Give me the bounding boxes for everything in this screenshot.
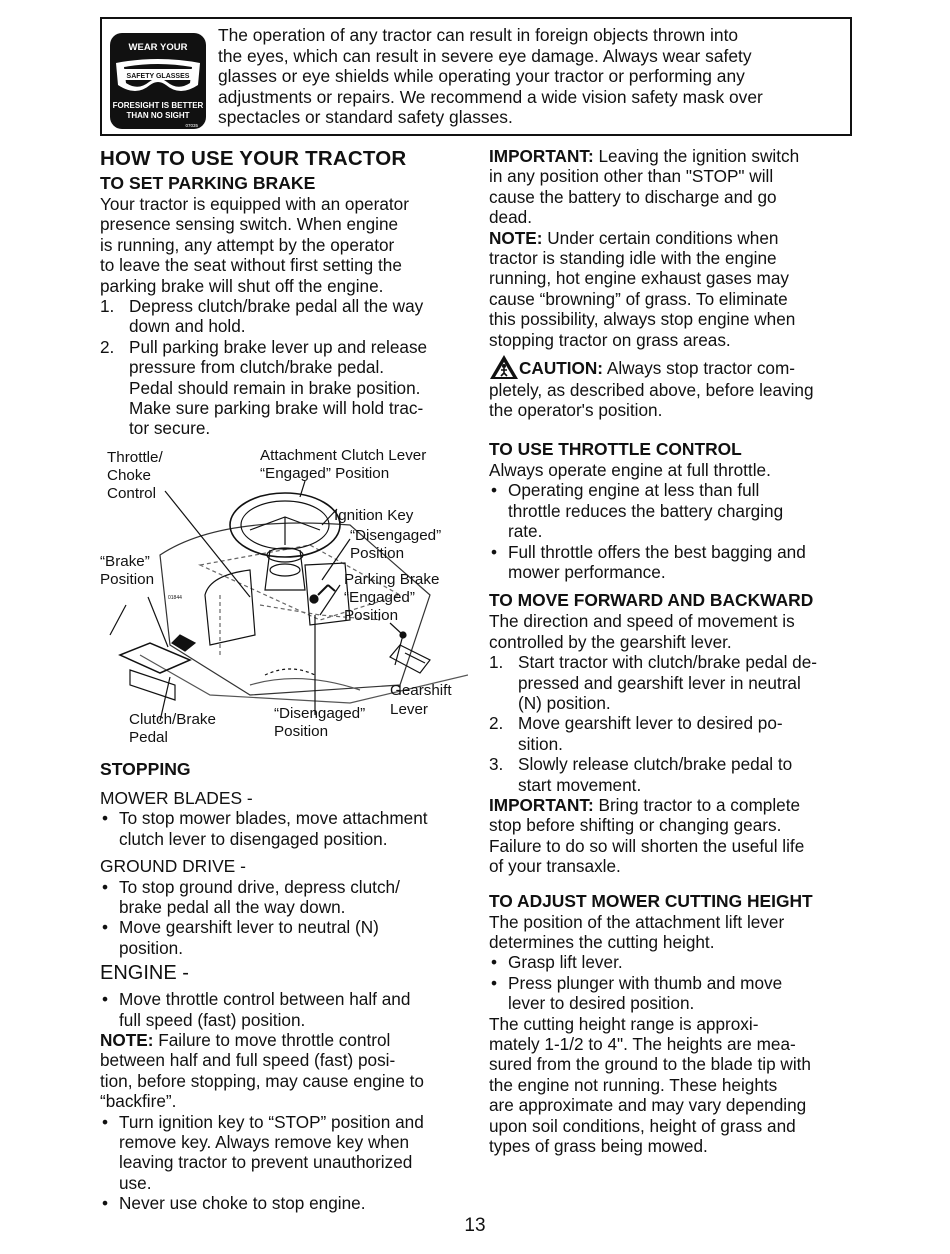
engine-list-a	[100, 989, 468, 1030]
engine-note: NOTE: Failure to move throttle control between half and full speed (fast) posi- tion, before stopping, may cause engine to “backfire”.	[100, 1029, 424, 1112]
list-item: 2. Pull parking brake lever up and release pressure from clutch/brake pedal. Pedal should remain in brake position. Make sure parking brake will hold trac- tor secure.	[100, 336, 428, 439]
list-item: • Press plunger with thumb and move lever to desired position.	[491, 972, 783, 1014]
safety-warning-box	[100, 17, 852, 136]
list-item: • Move throttle control between half and full speed (fast) position.	[102, 989, 411, 1030]
svg-text:SAFETY GLASSES: SAFETY GLASSES	[126, 73, 190, 80]
parking-brake-steps	[100, 296, 468, 439]
warning-line: adjustments or repairs. We recommend a wide vision safety mask over	[218, 86, 763, 107]
list-item: 1. Start tractor with clutch/brake pedal de- pressed and gearshift lever in neutral (N) position.	[489, 652, 818, 713]
parking-brake-label: Parking Brake “Engaged” Position	[344, 570, 440, 624]
cutting-height-outro: The cutting height range is approxi- mately 1-1/2 to 4". The heights are mea- sured from the ground to the blade tip with the engine not running. These heights are approximate and may vary depending upon soil conditions, height of grass and types of grass being mowed.	[489, 1013, 811, 1157]
list-item: • Operating engine at less than full throttle reduces the battery charging rate.	[491, 480, 784, 542]
parking-brake-heading: TO SET PARKING BRAKE	[100, 173, 316, 193]
svg-text:THAN NO SIGHT: THAN NO SIGHT	[126, 111, 190, 120]
engine-heading: ENGINE -	[100, 962, 189, 985]
note-browning: NOTE: Under certain conditions when tractor is standing idle with the engine running, hot engine exhaust gases may cause “browning” of grass. To eliminate this possibility, always stop engine when stopping tractor on grass areas.	[489, 227, 796, 350]
list-item: • To stop mower blades, move attachment clutch lever to disengaged position.	[102, 808, 428, 849]
list-item: • Turn ignition key to “STOP” position and remove key. Always remove key when leaving tractor to prevent unauthorized use.	[102, 1111, 424, 1193]
disengaged-position-label-lower: “Disengaged” Position	[274, 704, 366, 740]
svg-text:WEAR YOUR: WEAR YOUR	[128, 42, 188, 53]
list-item: 3. Slowly release clutch/brake pedal to start movement.	[489, 754, 793, 795]
list-item: • Never use choke to stop engine.	[102, 1193, 366, 1214]
parking-brake-intro: Your tractor is equipped with an operator presence sensing switch. When engine is running, any attempt by the operator to leave the seat without first setting the parking brake will shut off the engine.	[100, 194, 409, 296]
ignition-key-label: Ignition Key	[334, 506, 414, 524]
forward-intro: The direction and speed of movement is controlled by the gearshift lever.	[489, 611, 795, 652]
attachment-clutch-label: Attachment Clutch Lever “Engaged” Position	[260, 446, 427, 482]
ground-drive-list	[100, 877, 468, 959]
list-item: 1. Depress clutch/brake pedal all the way down and hold.	[100, 296, 424, 337]
list-item: • Grasp lift lever.	[491, 952, 623, 973]
throttle-choke-label: Throttle/ Choke Control	[107, 448, 163, 502]
safety-glasses-icon	[110, 33, 206, 129]
important-ignition: IMPORTANT: Leaving the ignition switch in any position other than "STOP" will cause the battery to discharge and go dead.	[489, 146, 800, 228]
clutch-brake-pedal-label: Clutch/Brake Pedal	[129, 710, 216, 746]
throttle-heading: TO USE THROTTLE CONTROL	[489, 438, 742, 459]
left-column	[100, 146, 468, 1214]
gearshift-lever-label: Gearshift Lever	[390, 681, 452, 718]
mower-blades-heading: MOWER BLADES -	[100, 787, 253, 808]
warning-line: the eyes, which can result in severe eye damage. Always wear safety	[218, 45, 752, 66]
page-title: HOW TO USE YOUR TRACTOR	[100, 147, 407, 170]
svg-text:FORESIGHT IS BETTER: FORESIGHT IS BETTER	[112, 101, 204, 110]
list-item: • Full throttle offers the best bagging and mower performance.	[491, 541, 806, 582]
warning-line: The operation of any tractor can result in foreign objects thrown into	[218, 25, 739, 45]
warning-line: spectacles or standard safety glasses.	[218, 107, 513, 128]
engine-list-b	[100, 1112, 468, 1214]
forward-backward-heading: TO MOVE FORWARD AND BACKWARD	[489, 590, 814, 611]
disengaged-position-label: “Disengaged” Position	[350, 526, 442, 562]
important-shifting: IMPORTANT: Bring tractor to a complete stop before shifting or changing gears. Failure to do so will shorten the useful life of your transaxle.	[489, 794, 805, 877]
cutting-height-intro: The position of the attachment lift lever determines the cutting height.	[489, 911, 785, 952]
tractor-controls-diagram	[100, 445, 468, 755]
figure-code: 01844	[168, 594, 182, 601]
right-column	[489, 146, 859, 1156]
cutting-height-list	[489, 952, 859, 1013]
warning-line: glasses or eye shields while operating your tractor or performing any	[218, 66, 745, 87]
brake-position-label: “Brake” Position	[100, 552, 155, 588]
cutting-height-heading: TO ADJUST MOWER CUTTING HEIGHT	[489, 890, 813, 911]
stopping-heading: STOPPING	[100, 758, 191, 779]
svg-text:07035: 07035	[185, 123, 198, 128]
mower-blades-list	[100, 808, 468, 849]
ground-drive-heading: GROUND DRIVE -	[100, 856, 246, 877]
list-item: • To stop ground drive, depress clutch/ brake pedal all the way down.	[102, 876, 400, 917]
safety-warning-text	[218, 25, 848, 128]
list-item: 2. Move gearshift lever to desired po- sition.	[489, 713, 783, 754]
throttle-intro: Always operate engine at full throttle.	[489, 459, 771, 480]
page-number: 13	[464, 1215, 486, 1236]
throttle-list	[489, 480, 859, 582]
forward-steps	[489, 652, 859, 795]
caution-person-triangle-icon	[489, 354, 519, 380]
list-item: • Move gearshift lever to neutral (N) position.	[102, 917, 379, 958]
caution-stop-tractor: CAUTION: Always stop tractor com- pletely, as described above, before leaving the operator's position.	[489, 354, 859, 421]
